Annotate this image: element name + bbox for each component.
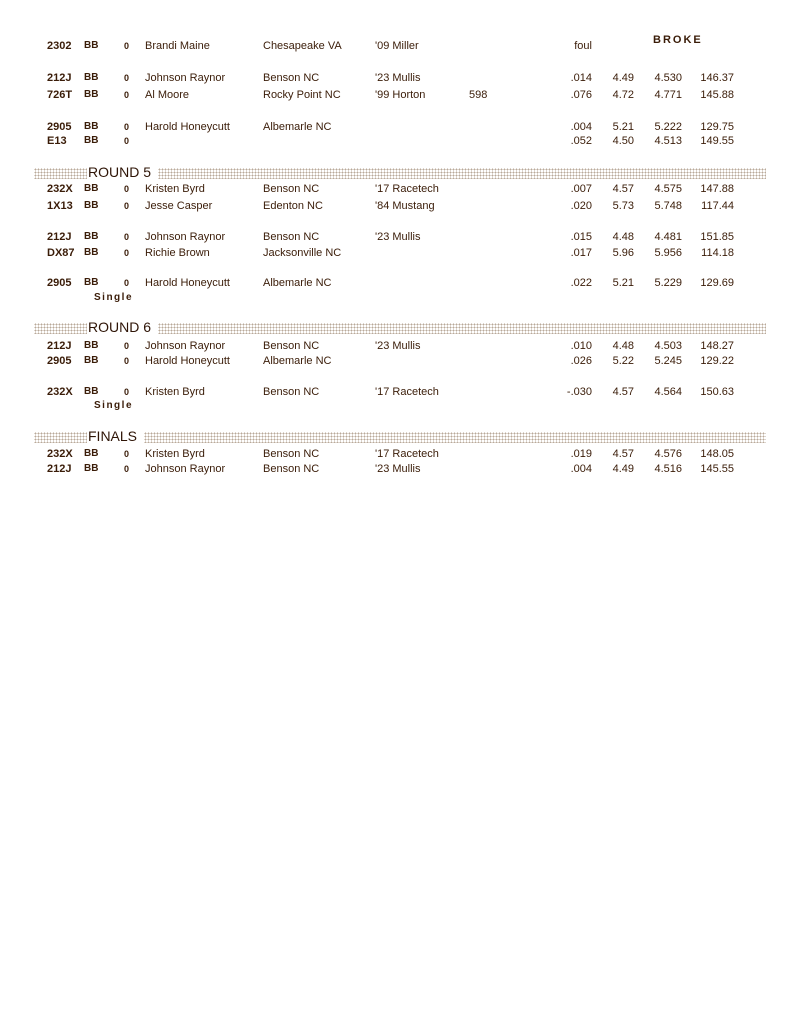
dot-band — [144, 432, 766, 443]
cell-mph: 129.75 — [700, 121, 734, 133]
cell-rt: .019 — [570, 448, 592, 460]
cell-et: 4.503 — [654, 340, 682, 352]
round-header — [34, 166, 766, 180]
cell-car: E13 — [47, 135, 67, 147]
result-row — [0, 34, 794, 54]
cell-rt: .017 — [570, 247, 592, 259]
result-row — [0, 133, 794, 149]
cell-et: 5.245 — [654, 355, 682, 367]
result-row — [0, 87, 794, 103]
cell-lane: 0 — [124, 232, 130, 242]
cell-rt: .004 — [570, 121, 592, 133]
dot-band — [158, 323, 766, 334]
cell-vehicle: '23 Mullis — [375, 72, 421, 84]
cell-city: Albemarle NC — [263, 277, 332, 289]
cell-car: 2302 — [47, 40, 72, 52]
cell-car: 232X — [47, 386, 73, 398]
cell-car: 232X — [47, 448, 73, 460]
cell-dl: 4.57 — [612, 386, 634, 398]
cell-mph: 150.63 — [700, 386, 734, 398]
cell-name: Al Moore — [145, 89, 190, 101]
cell-lane: 0 — [124, 90, 130, 100]
cell-et: 5.222 — [654, 121, 682, 133]
cell-dl: 4.50 — [612, 135, 634, 147]
cell-rt: .020 — [570, 200, 592, 212]
result-row — [0, 461, 794, 477]
cell-dl: 4.57 — [612, 448, 634, 460]
cell-name: Jesse Casper — [145, 200, 213, 212]
cell-mph: 117.44 — [701, 200, 734, 212]
cell-city: Chesapeake VA — [263, 40, 342, 52]
cell-mph: 151.85 — [700, 231, 734, 243]
cell-mph: 129.22 — [700, 355, 734, 367]
cell-class: BB — [84, 40, 99, 51]
cell-lane: 0 — [124, 278, 130, 288]
cell-et: 4.530 — [654, 72, 682, 84]
round-label: ROUND 6 — [88, 319, 152, 335]
cell-car: 212J — [47, 463, 72, 475]
cell-city: Albemarle NC — [263, 355, 332, 367]
result-row — [0, 198, 794, 214]
cell-car: DX87 — [47, 247, 75, 259]
cell-et: 4.576 — [654, 448, 682, 460]
cell-car: 212J — [47, 340, 72, 352]
cell-et: 5.229 — [654, 277, 682, 289]
cell-rt: -.030 — [566, 386, 592, 398]
cell-vehicle: '17 Racetech — [375, 183, 439, 195]
cell-et: 4.516 — [654, 463, 682, 475]
cell-rt: .010 — [570, 340, 592, 352]
cell-name: Brandi Maine — [145, 40, 210, 52]
cell-dl: 4.72 — [612, 89, 634, 101]
cell-rt: .026 — [570, 355, 592, 367]
cell-dl: 4.48 — [612, 231, 634, 243]
cell-car: 1X13 — [47, 200, 73, 212]
cell-lane: 0 — [124, 449, 130, 459]
cell-mph: 147.88 — [700, 183, 734, 195]
round-label: FINALS — [88, 428, 138, 444]
cell-class: BB — [84, 247, 99, 258]
cell-city: Benson NC — [263, 463, 320, 475]
cell-name: Harold Honeycutt — [145, 121, 230, 133]
cell-mph: 148.05 — [700, 448, 734, 460]
cell-et: 5.748 — [654, 200, 682, 212]
cell-lane: 0 — [124, 122, 130, 132]
cell-vehicle: '23 Mullis — [375, 340, 421, 352]
cell-mph: 148.27 — [700, 340, 734, 352]
cell-car: 2905 — [47, 355, 72, 367]
single-note: Single — [94, 292, 134, 303]
cell-class: BB — [84, 72, 99, 83]
cell-dl: 5.22 — [612, 355, 634, 367]
dot-band — [158, 168, 766, 179]
result-row — [0, 70, 794, 86]
cell-class: BB — [84, 340, 99, 351]
cell-car: 212J — [47, 72, 72, 84]
cell-city: Albemarle NC — [263, 121, 332, 133]
cell-et: 4.575 — [654, 183, 682, 195]
cell-lane: 0 — [124, 464, 130, 474]
cell-name: Kristen Byrd — [145, 448, 205, 460]
cell-lane: 0 — [124, 356, 130, 366]
cell-mph: 114.18 — [701, 247, 734, 259]
cell-name: Richie Brown — [145, 247, 210, 259]
cell-vehicle: '17 Racetech — [375, 448, 439, 460]
round-header — [34, 430, 766, 444]
cell-dl: 4.57 — [612, 183, 634, 195]
cell-rt: .052 — [570, 135, 592, 147]
cell-car: 726T — [47, 89, 73, 101]
broke-flag: BROKE — [653, 34, 703, 46]
cell-car: 232X — [47, 183, 73, 195]
cell-class: BB — [84, 277, 99, 288]
cell-mph: 145.88 — [700, 89, 734, 101]
cell-city: Benson NC — [263, 448, 320, 460]
cell-et: 4.481 — [654, 231, 682, 243]
cell-city: Benson NC — [263, 72, 320, 84]
cell-name: Johnson Raynor — [145, 463, 226, 475]
cell-city: Benson NC — [263, 340, 320, 352]
cell-class: BB — [84, 121, 99, 132]
cell-mph: 149.55 — [700, 135, 734, 147]
cell-class: BB — [84, 183, 99, 194]
cell-name: Johnson Raynor — [145, 72, 226, 84]
cell-city: Edenton NC — [263, 200, 323, 212]
cell-dl: 5.96 — [612, 247, 634, 259]
cell-rt: .007 — [570, 183, 592, 195]
cell-et: 4.771 — [654, 89, 682, 101]
cell-class: BB — [84, 135, 99, 146]
cell-lane: 0 — [124, 387, 130, 397]
cell-rt: .004 — [570, 463, 592, 475]
cell-city: Benson NC — [263, 183, 320, 195]
cell-lane: 0 — [124, 73, 130, 83]
cell-name: Harold Honeycutt — [145, 355, 230, 367]
cell-mph: 146.37 — [700, 72, 734, 84]
cell-vehicle: '23 Mullis — [375, 231, 421, 243]
result-row — [0, 353, 794, 369]
cell-lane: 0 — [124, 201, 130, 211]
dot-band — [34, 168, 88, 179]
cell-dl: 4.49 — [612, 463, 634, 475]
cell-vehicle: '99 Horton — [375, 89, 426, 101]
round-label: ROUND 5 — [88, 164, 152, 180]
cell-dl: 5.73 — [612, 200, 634, 212]
cell-name: Kristen Byrd — [145, 386, 205, 398]
result-row — [0, 384, 794, 400]
cell-rt: .076 — [570, 89, 592, 101]
result-row — [0, 275, 794, 291]
dot-band — [34, 432, 88, 443]
cell-class: BB — [84, 231, 99, 242]
single-note: Single — [94, 400, 134, 411]
cell-city: Rocky Point NC — [263, 89, 341, 101]
cell-vehicle: '09 Miller — [375, 40, 419, 52]
cell-dl: 4.48 — [612, 340, 634, 352]
cell-mph: 145.55 — [700, 463, 734, 475]
cell-vehicle: '84 Mustang — [375, 200, 435, 212]
cell-class: BB — [84, 386, 99, 397]
result-row — [0, 245, 794, 261]
cell-dl: 4.49 — [612, 72, 634, 84]
cell-lane: 0 — [124, 184, 130, 194]
result-row — [0, 229, 794, 245]
cell-class: BB — [84, 448, 99, 459]
cell-city: Benson NC — [263, 386, 320, 398]
cell-class: BB — [84, 355, 99, 366]
cell-et: 4.513 — [654, 135, 682, 147]
cell-rt: foul — [574, 40, 592, 52]
cell-name: Kristen Byrd — [145, 183, 205, 195]
cell-car: 2905 — [47, 277, 72, 289]
cell-car: 2905 — [47, 121, 72, 133]
round-header — [34, 321, 766, 335]
cell-class: BB — [84, 463, 99, 474]
cell-name: Harold Honeycutt — [145, 277, 230, 289]
cell-lane: 0 — [124, 341, 130, 351]
result-row — [0, 446, 794, 462]
cell-rt: .022 — [570, 277, 592, 289]
cell-vehicle: '23 Mullis — [375, 463, 421, 475]
cell-car: 212J — [47, 231, 72, 243]
cell-dial: 598 — [469, 89, 488, 101]
dot-band — [34, 323, 88, 334]
cell-dl: 5.21 — [612, 277, 634, 289]
cell-name: Johnson Raynor — [145, 231, 226, 243]
result-row — [0, 181, 794, 197]
cell-dl: 5.21 — [612, 121, 634, 133]
result-row — [0, 338, 794, 354]
cell-et: 4.564 — [654, 386, 682, 398]
cell-rt: .014 — [570, 72, 592, 84]
cell-lane: 0 — [124, 136, 130, 146]
cell-mph: 129.69 — [700, 277, 734, 289]
cell-city: Jacksonville NC — [263, 247, 342, 259]
cell-rt: .015 — [570, 231, 592, 243]
cell-name: Johnson Raynor — [145, 340, 226, 352]
cell-class: BB — [84, 89, 99, 100]
cell-vehicle: '17 Racetech — [375, 386, 439, 398]
cell-lane: 0 — [124, 41, 130, 51]
cell-lane: 0 — [124, 248, 130, 258]
cell-class: BB — [84, 200, 99, 211]
cell-et: 5.956 — [654, 247, 682, 259]
cell-city: Benson NC — [263, 231, 320, 243]
